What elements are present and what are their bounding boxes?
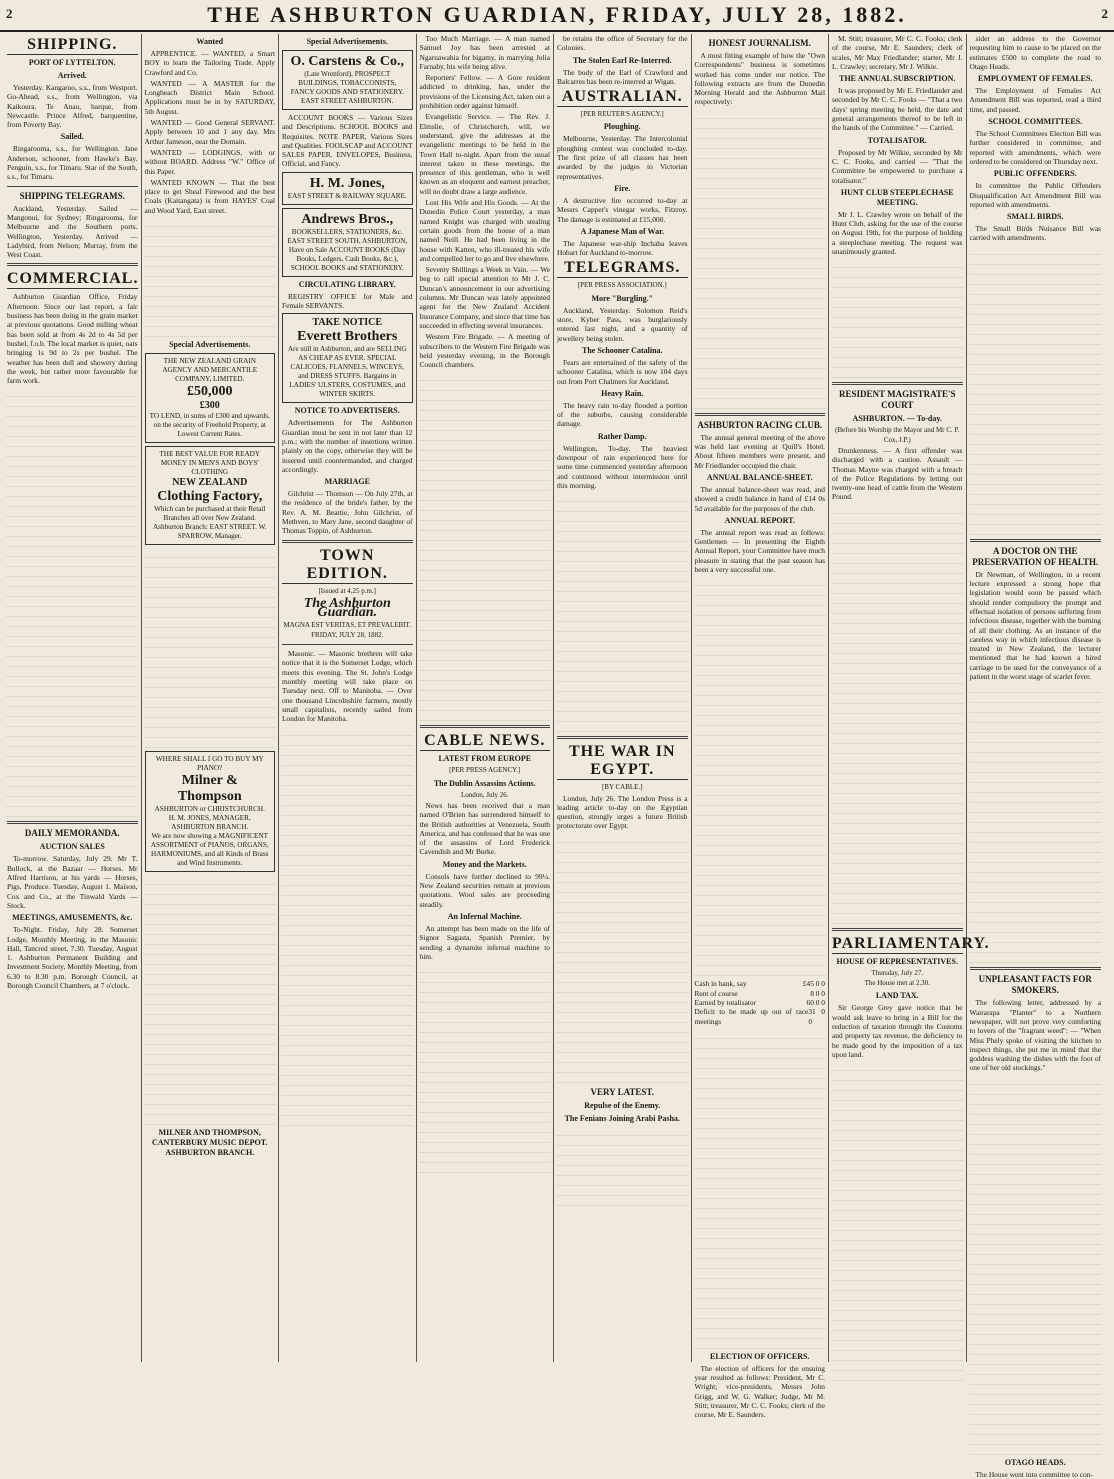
shipping-heading: SHIPPING. <box>7 36 138 55</box>
clothing-branch: Ashburton Branch: EAST STREET. W. SPARROW, Manager. <box>152 523 267 541</box>
health-text: Dr Newman, of Wellington, in a recent lecture expressed a strong hope that legislation would soon be passed which should render compulsory the prompt and effectual isolation of persons suffering from infectious disease, together with the burning of all their clothing. As an instance of the careless way in which infectious disease is treated in New Zealand, the lecturer mentioned that he had known a hired carriage to be used for the conveyance of a patient in the worst stage of scarlet fever. <box>969 569 1101 682</box>
cable-text: An attempt has been made on the life of Signor Sagasta, Spanish Premier, by sending a dynamite infernal machine to him. <box>419 923 550 961</box>
cable-body <box>420 963 551 1173</box>
wanted-ad: WANTED KNOWN — That the best place to get Sheaf Firewood and the best Coals (Kaitangata) is from HAYES' Coal and Wood Yard, East street. <box>144 177 275 215</box>
news-paragraph: Too Much Marriage. — A man named Samuel Joy has been arrested at Ngaruawahia for bigamy, in marrying Julia Farnaby, his wife being alive. <box>419 34 550 71</box>
subheading: PUBLIC OFFENDERS. <box>993 169 1077 179</box>
column-4 <box>417 34 555 1362</box>
news-paragraph: sider an address to the Governor requesting him to cause to be placed on the estimates £500 to complete the road to Otago Heads. <box>969 34 1101 71</box>
clothing-text: Which can be purchased at their Retail Branches all over New Zealand. <box>154 505 266 523</box>
notice-heading: NOTICE TO ADVERTISERS. <box>294 406 400 416</box>
subheading: Rather Damp. <box>597 431 647 441</box>
news-paragraph: Auckland, Yesterday. Solomon Reid's store, Kyber Pass, was burglariously entered last night, and a quantity of jewellery being stolen. <box>557 305 688 343</box>
australian-heading: AUSTRALIAN. <box>557 88 688 107</box>
totalisator-heading: TOTALISATOR. <box>867 135 927 145</box>
milner-top: WHERE SHALL I GO TO BUY MY PIANO? <box>155 755 264 773</box>
commercial-body <box>7 387 138 817</box>
notice-text: Advertisements for The Ashburton Guardian must be sent in not later than 12 p.m.; with the number of insertions written plainly on the copy, otherwise they will be inserted until countermanded, and charged accordingly. <box>282 418 413 474</box>
auction-sales-heading: AUCTION SALES <box>39 842 105 852</box>
editorial-body <box>282 726 413 1126</box>
house-date: Thursday, July 27. <box>871 968 924 977</box>
news-paragraph: Wellington, To-day. The heaviest downpour of rain experienced here for some time commenced yesterday afternoon and continued without intermission until this morning. <box>557 443 688 490</box>
court-text: Drunkenness. — A first offender was discharged with a caution. Assault — Thomas Mayne was charged with a breach of the Police Regulations by letting out twenty-one head of cattle from the Western Pound. <box>832 445 963 502</box>
column-3 <box>279 34 417 1362</box>
parliamentary-heading: PARLIAMENTARY. <box>832 934 990 952</box>
grain-agency-text: TO LEND, in sums of £300 and upwards, on the security of Freehold Property, at Lowest Current Rates. <box>149 412 270 439</box>
daily-memoranda-heading: DAILY MEMORANDA. <box>24 828 120 839</box>
subscription-heading: THE ANNUAL SUBSCRIPTION. <box>839 74 956 84</box>
books-text: ACCOUNT BOOKS — Various Sizes and Descriptions. SCHOOL BOOKS and Requisites. NOTE PAPER, Various Sizes and Qualities. FOOLSCAP and ACCOUNT SALES PAPER. ENVELOPES, Business, Official, and Fancy. <box>282 113 413 169</box>
column-7 <box>829 34 990 1362</box>
racing-club-heading: ASHBURTON RACING CLUB. <box>697 419 823 430</box>
clothing-sub: NEW ZEALAND <box>172 477 248 489</box>
cable-text: Consols have further declined to 99¼. New Zealand securities remain at previous quotations. Wool sales are proceeding steadily. <box>419 871 550 909</box>
telegrams-body <box>557 492 688 732</box>
commercial-text: Ashburton Guardian Office, Friday Afternoon. Since our last report, a fair business has been doing in the grain market at previous quotations. Good milling wheat has been sold at from 4s 2d to 4s 5d per bushel, f.o.b. The local market is quiet, oats bringing 1s 9d to 2s per bushel. The weather has been dull and showery during the week, but rather more favourable for farm work. <box>7 292 138 386</box>
very-latest-text: The Fenians Joining Arabi Pasha. <box>564 1113 680 1123</box>
news-paragraph: Lost His Wife and His Goods. — At the Dunedin Police Court yesterday, a man named Knight was charged with stealing certain goods from the house of a man named Neill. He had been living in the house with Katten, who ill-treated his wife and compelled her to go and live elsewhere. <box>419 198 550 263</box>
cable-dateline: London, July 26. <box>461 790 509 799</box>
subheading: A Japanese Man of War. <box>580 226 664 236</box>
australian-agency: [PER REUTER'S AGENCY.] <box>580 110 664 119</box>
library-text: REGISTRY OFFICE for Male and Female SERVANTS. <box>282 291 413 311</box>
milner-name: Milner & Thompson <box>177 773 242 805</box>
egypt-text: London, July 26. The London Press is a leading article to-day on the Egyptian question, strongly urges a future British protectorate over Egypt. <box>557 793 688 831</box>
house-heading: HOUSE OF REPRESENTATIVES. <box>836 956 958 966</box>
cash-row <box>695 979 826 988</box>
news-paragraph: Western Fire Brigade. — A meeting of subscribers to the Western Fire Brigade was held yesterday evening, in the Borough Council chambers. <box>419 332 550 370</box>
cash-row <box>695 989 826 998</box>
news-paragraph: The body of the Earl of Crawford and Balcarres has been re-interred at Wigan. <box>557 67 688 86</box>
wanted-heading: Wanted <box>196 37 224 46</box>
journalism-body <box>695 109 826 409</box>
meetings-text: To-Night. Friday, July 28. Somerset Lodge, Monthly Meeting, in the Masonic Hall, Tancred street, 7.30. Tuesday, August 1. Ashburton Permanent Building and Investment Society, Monthly Meeting, from 6.30 to 8.30 p.m. Borough Council, at Borough Council Chambers, at 7 o'clock. <box>7 925 138 990</box>
otago-heading: OTAGO HEADS. <box>1004 1457 1066 1467</box>
column-5 <box>554 34 692 1362</box>
library-heading: CIRCULATING LIBRARY. <box>298 279 396 289</box>
cash-table <box>695 979 826 1025</box>
cash-value: 31 0 0 <box>808 1007 825 1026</box>
wanted-body <box>145 217 276 337</box>
news-paragraph: The Employment of Females Act Amendment Bill was reported, read a third time, and passed. <box>969 86 1101 114</box>
cash-row <box>695 1007 826 1026</box>
carstens-sub: (Late Wrenford), PROSPECT BUILDINGS, TOBACCONISTS, FANCY GOODS AND STATIONERY. <box>290 70 404 96</box>
very-latest-heading: VERY LATEST. <box>590 1086 655 1097</box>
news-paragraph: Evangelistic Service. — The Rev. J. Elmslie, of Christchurch, will, we understand, give the addresses at the evangelistic meetings to be held in the Town Hall to-night. Apart from the usual interest taken in these meetings, the presence of this gentleman, who is well known as an eloquent and earnest preacher, will no doubt draw a large audience. <box>419 112 550 196</box>
telegrams-heading: TELEGRAMS. <box>557 259 688 278</box>
grain-agency-amount: £50,000 <box>187 384 233 400</box>
arrived-text: Yesterday. Kangaroo, s.s., from Westport. Go-Ahead, s.s., from Wellington, via Kaikoura. Te Anau, barque, from Newcastle. Prince Alfred, barquentine, from Poverty Bay. <box>7 83 138 130</box>
wanted-ad: APPRENTICE. — WANTED, a Smart BOY to learn the Tailoring Trade. Apply Crawford and Co. <box>144 49 275 77</box>
court-body <box>832 504 963 924</box>
news-paragraph: be retains the office of Secretary for the Colonies. <box>557 34 688 53</box>
news-paragraph: Fears are entertained of the safety of the schooner Catalina, which is now 104 days out from Port Chalmers for Auckland. <box>557 357 688 386</box>
guardian-motto: MAGNA EST VERITAS, ET PREVALEBIT. <box>283 620 412 629</box>
milner-agent: H. M. JONES, MANAGER, ASHBURTON BRANCH. <box>168 814 251 832</box>
jones-ad <box>282 172 413 205</box>
cash-label: Rent of course <box>694 988 738 998</box>
ad-body <box>145 548 276 748</box>
milner-body <box>145 875 276 1125</box>
cash-value: 8 0 0 <box>810 988 825 998</box>
smokers-heading: UNPLEASANT FACTS FOR SMOKERS. <box>978 974 1092 996</box>
sailed-heading: Sailed. <box>60 132 84 142</box>
cable-news-heading: CABLE NEWS. <box>420 732 551 751</box>
newspaper-columns <box>4 34 1110 1479</box>
port-heading: PORT OF LYTTELTON. <box>28 58 116 67</box>
grain-agency-title: THE NEW ZEALAND GRAIN AGENCY AND MERCANTILE COMPANY, LIMITED. <box>162 357 258 384</box>
cash-label: Deficit to be made up out of race meetings <box>694 1007 809 1026</box>
cash-value: 60 0 0 <box>806 997 825 1007</box>
egypt-body <box>557 833 688 1083</box>
officers-text: The election of officers for the ensuing year resulted as follows: President, Mr C. Wright; vice-presidents, Messrs John Grigg, and W. G. Walker; Judge, Mr M. Stitt; treasurer, Mr C. C. Fooks; clerk of the course, Mr E. Saunders. <box>694 1363 825 1420</box>
news-paragraph: The School Committees Election Bill was further considered in committee, and reported with amendments, which were ordered to be considered on Thursday next. <box>969 129 1101 166</box>
cash-label: Earned by totalisator <box>694 997 757 1007</box>
journalism-heading: HONEST JOURNALISM. <box>708 38 811 48</box>
town-edition: TOWN EDITION. <box>282 547 413 584</box>
everett-ad <box>282 313 413 403</box>
wanted-ad: WANTED — LODGINGS, with or without BOARD. Address "W." Office of this Paper. <box>144 147 275 176</box>
health-body <box>970 683 1102 963</box>
auction-sales-text: To-morrow. Saturday, July 29. Mr T. Bullock, at the Bazaar — Horses. Mr Alfred Harrison, at his yards — Horses, Pigs, Produce. Tuesday, August 1. Maison, Cox and Co., at the Tinwald Yards — Stock. <box>7 854 138 910</box>
arrived-heading: Arrived. <box>57 71 87 80</box>
cash-row <box>695 998 826 1007</box>
column-6 <box>692 34 830 1420</box>
editorial-text: Masonic. — Masonic brethren will take notice that it is the Somerset Lodge, which meets this evening. The St. John's Lodge monthly meeting will take place on Tuesday next. Off to Manitoba. — Over one thousand Lincolnshire farmers, mostly small capitalists, recently sailed from London for Manitoba. <box>282 649 413 724</box>
everett-text: Are still in Ashburton, and are SELLING AS CHEAP AS EVER. SPECIAL CALICOES, FLANNELS, WINCEYS, and DRESS STUFFS. Bargains in LADIES' ULSTERS, COSTUMES, and WINTER SKIRTS. <box>287 345 407 399</box>
cable-agency: [PER PRESS AGENCY.] <box>449 766 521 775</box>
meetings-heading: MEETINGS, AMUSEMENTS, &c. <box>12 913 133 923</box>
shipping-telegrams-text: Auckland, Yesterday. Sailed — Mangonui, for Sydney; Ringarooma, for Melbourne and the Southern ports. Wellington, Yesterday. Arrived — Ladybird, from Nelson; Murray, from the West Coast. <box>7 203 138 260</box>
news-paragraph: The Small Birds Nuisance Bill was carried with amendments. <box>969 224 1101 243</box>
health-heading: A DOCTOR ON THE PRESERVATION OF HEALTH. <box>972 545 1099 567</box>
subheading: The Stolen Earl Re-Interred. <box>572 55 672 65</box>
racing-body <box>695 1029 826 1349</box>
subheading: Fire. <box>614 183 631 193</box>
everett-top: TAKE NOTICE <box>312 317 383 329</box>
very-latest-sub: Repulse of the Enemy. <box>584 1100 661 1110</box>
court-sub: ASHBURTON. — To-day. <box>852 414 942 424</box>
andrews-text: BOOKSELLERS, STATIONERS, &c. EAST STREET SOUTH, ASHBURTON, Have on Sale ACCOUNT BOOKS (Day Books, Ledgers, Cash Books, &c.), SCHOOL BOOKS and STATIONERY. <box>287 227 408 272</box>
parliament-body <box>970 245 1102 535</box>
news-body <box>420 371 551 721</box>
report-heading: ANNUAL REPORT. <box>724 515 795 525</box>
cable-subhead: Money and the Markets. <box>442 859 527 869</box>
everett-name: Everett Brothers <box>297 329 398 345</box>
carstens-place: EAST STREET ASHBURTON. <box>301 97 394 105</box>
hunt-club-heading: HUNT CLUB STEEPLECHASE MEETING. <box>840 187 954 207</box>
racing-body-2 <box>832 258 963 378</box>
milner-text: We are now showing a MAGNIFICENT ASSORTMENT of PIANOS, ORGANS, HARMONIUMS, and all Kinds of Brass and Wind Instruments. <box>150 832 269 868</box>
cash-value: £45 0 0 <box>802 979 825 989</box>
guardian-date: FRIDAY, JULY 28, 1882. <box>311 630 384 639</box>
cable-text: News has been received that a man named O'Brien has surrendered himself to the British authorities at Venezuela, South America, and has confessed that he was one of the assassins of Lord Frederick Cavendish and Mr Burke. <box>419 800 550 857</box>
racing-club-text: The annual general meeting of the above was held last evening at Quill's Hotel. About fifteen members were present, and Mr Friedlander occupied the chair. <box>694 432 825 470</box>
news-paragraph: The Japanese war-ship Inchaba leaves Hobart for Auckland to-morrow. <box>557 238 688 258</box>
page-number-right: 2 <box>1101 6 1108 21</box>
very-latest-body <box>557 1126 688 1206</box>
milner-footer: MILNER AND THOMPSON, CANTERBURY MUSIC DEPOT. ASHBURTON BRANCH. <box>151 1128 268 1158</box>
news-paragraph: The heavy rain to-day flooded a portion of the suburbs, causing considerable damage. <box>557 400 688 429</box>
cable-news-sub: LATEST FROM EUROPE <box>438 754 532 764</box>
cable-subhead: The Dublin Assassins Actions. <box>433 778 536 788</box>
special-ads-heading: Special Advertisements. <box>169 340 251 350</box>
milner-thompson-ad <box>145 751 276 872</box>
newspaper-title: THE ASHBURTON GUARDIAN, FRIDAY, JULY 28, 1882. <box>207 2 907 27</box>
subheading: SMALL BIRDS. <box>1007 212 1064 222</box>
court-before: (Before his Worship the Mayor and Mr C. P. Cox, J.P.) <box>835 426 960 444</box>
grain-agency-min: £300 <box>199 400 220 412</box>
subheading: The Schooner Catalina. <box>581 345 663 355</box>
jones-place: EAST STREET & RAILWAY SQUARE. <box>287 191 407 200</box>
column-8 <box>967 34 1105 1479</box>
court-heading: RESIDENT MAGISTRATE'S COURT <box>839 389 956 411</box>
news-paragraph: A destructive fire occurred to-day at Messrs Capper's vinegar works, Fitzroy. The damage is estimated at £15,000. <box>557 195 688 224</box>
news-paragraph: Proposed by Mr Wilkie, seconded by Mr C. C. Fooks, and carried — "That the Committee be empowered to purchase a totalisator." <box>832 147 963 185</box>
clothing-factory-ad <box>145 446 276 545</box>
shipping-telegrams-heading: SHIPPING TELEGRAMS. <box>19 190 125 201</box>
balance-text: The annual balance-sheet was read, and showed a credit balance in hand of £14 0s 5d available for the purposes of the club. <box>694 484 825 513</box>
war-in-egypt-heading: THE WAR IN EGYPT. <box>557 743 688 780</box>
subheading: EMPLOYMENT OF FEMALES. <box>978 74 1093 84</box>
wanted-ad: WANTED — A MASTER for the Longbeach District Main School. Applications must be in by SATURDAY, 5th August. <box>144 78 275 116</box>
commercial-heading: COMMERCIAL. <box>7 270 139 288</box>
page-number-left: 2 <box>6 6 13 21</box>
guardian-title: The Ashburton Guardian. <box>303 595 391 621</box>
milner-place: ASHBURTON or CHRISTCHURCH. <box>154 805 265 814</box>
house-text: Sir George Grey gave notice that he would ask leave to bring in a Bill for the reduction of taxation through the Customs and property tax revenue, the deficiency to be made good by the imposition of a tax upon land. <box>832 1003 963 1059</box>
journalism-text: A most fitting example of how the "Own Correspondents" business is sometimes worked has come under our notice. The following extracts are from the Dunedin Morning Herald and the Ashburton Mail respectively: <box>694 51 825 107</box>
house-sub: LAND TAX. <box>875 991 919 1001</box>
column-2 <box>142 34 280 1362</box>
andrews-ad <box>282 208 413 277</box>
marriage-text: Gilchrist — Thomson — On July 27th, at the residence of the bride's father, by the Rev. A. M. Beattie, John Gilchrist, of Methven, to Mary Jane, second daughter of Thomas Toppin, of Ashburton. <box>282 489 413 536</box>
news-paragraph: In committee the Public Offenders Disqualification Act Amendment Bill was reported with amendments. <box>969 181 1101 209</box>
balance-heading: ANNUAL BALANCE-SHEET. <box>706 472 813 482</box>
column-1 <box>4 34 142 1362</box>
news-paragraph: Mr J. L. Crawley wrote on behalf of the Hunt Club, asking for the use of the course on August 19th, for the purpose of holding a steeplechase meeting. The request was unanimously granted. <box>832 209 963 257</box>
report-body <box>695 576 826 976</box>
smokers-body <box>970 1075 1102 1455</box>
carstens-name: O. Carstens & Co., <box>290 54 405 69</box>
jones-name: H. M. Jones, <box>309 175 385 191</box>
news-paragraph: Reporters' Fellow. — A Gore resident addicted to drinking, has, under the provisions of the Licensing Act, taken out a prohibition order against himself. <box>419 73 550 111</box>
marriage-heading: MARRIAGE <box>324 477 370 487</box>
cable-subhead: An Infernal Machine. <box>447 911 522 921</box>
otago-text: The House went into committee to con- <box>975 1469 1093 1479</box>
egypt-agency: [BY CABLE.] <box>601 783 643 792</box>
subheading: Ploughing. <box>603 122 641 132</box>
subheading: More "Burgling." <box>591 293 654 303</box>
house-body <box>832 1061 963 1381</box>
grain-agency-ad <box>145 353 276 443</box>
report-text: The annual report was read as follows: Gentlemen — In presenting the Eighth Annual Report, your Committee have much pleasure in stating that the past season has been a very successful one. <box>694 527 825 575</box>
cash-label: Cash in bank, say <box>694 979 747 989</box>
wanted-ad: WANTED — Good General SERVANT. Apply between 10 and 1 any day. Mrs Arthur Jameson, near the Domain. <box>144 118 275 146</box>
carstens-ad <box>282 50 413 110</box>
news-paragraph: Seventy Shillings a Week in Vain. — We beg to call special attention to Mr J. C. Duncan's announcement in our advertising columns. Mr Duncan was lately appointed agent for the New Zealand Accident Insurance Company, and since that time has succeeded in effecting several insurances. <box>419 265 550 330</box>
officers-heading: ELECTION OF OFFICERS. <box>710 1351 810 1361</box>
news-paragraph: M. Stitt; treasurer, Mr C. C. Fooks; clerk of the course, Mr E. Saunders; clerk of scales, Mr Max Friedlander; starter, Mr J. L. Crawley; secretary, Mr J. Wilkie. <box>832 34 963 71</box>
special-ads-heading-2: Special Advertisements. <box>306 37 388 46</box>
town-issued: [Issued at 4.25 p.m.] <box>318 586 377 595</box>
sailed-text: Ringarooma, s.s., for Wellington. Jane Anderson, schooner, from Hawke's Bay. Penguin, s.s., for Timaru. Star of the South, s.s., for Timaru. <box>7 144 138 182</box>
masthead <box>0 0 1114 32</box>
subheading: Heavy Rain. <box>601 388 644 398</box>
clothing-top: THE BEST VALUE FOR READY MONEY IN MEN'S AND BOYS' CLOTHING <box>159 450 261 477</box>
andrews-name: Andrews Bros., <box>301 211 394 227</box>
smokers-text: The following letter, addressed by a Wairarapa "Planter" to a Northern newspaper, will not prove very comforting to lovers of the "fragrant weed": — "When Miss Phely spoke of visiting the kitchen to inspect things, she put me in mind that the goddess washing the dishes with the foot of one of her old stockings." <box>969 998 1101 1073</box>
clothing-title: Clothing Factory, <box>157 489 263 505</box>
telegrams-agency: [PER PRESS ASSOCIATION.] <box>577 281 667 290</box>
news-paragraph: It was proposed by Mr E. Friedlander and seconded by Mr C. C. Fooks — "That a two days' spring meeting be held, the date and general arrangements thereof to be left in the hands of the Committee." — Carried. <box>832 86 963 133</box>
house-time: The House met at 2.30. <box>864 979 930 988</box>
subheading: SCHOOL COMMITTEES. <box>988 117 1083 127</box>
news-paragraph: Melbourne, Yesterday. The Intercolonial ploughing contest was concluded to-day. The first prize of all classes has been awarded by the judges to Victorian representatives. <box>557 134 688 181</box>
